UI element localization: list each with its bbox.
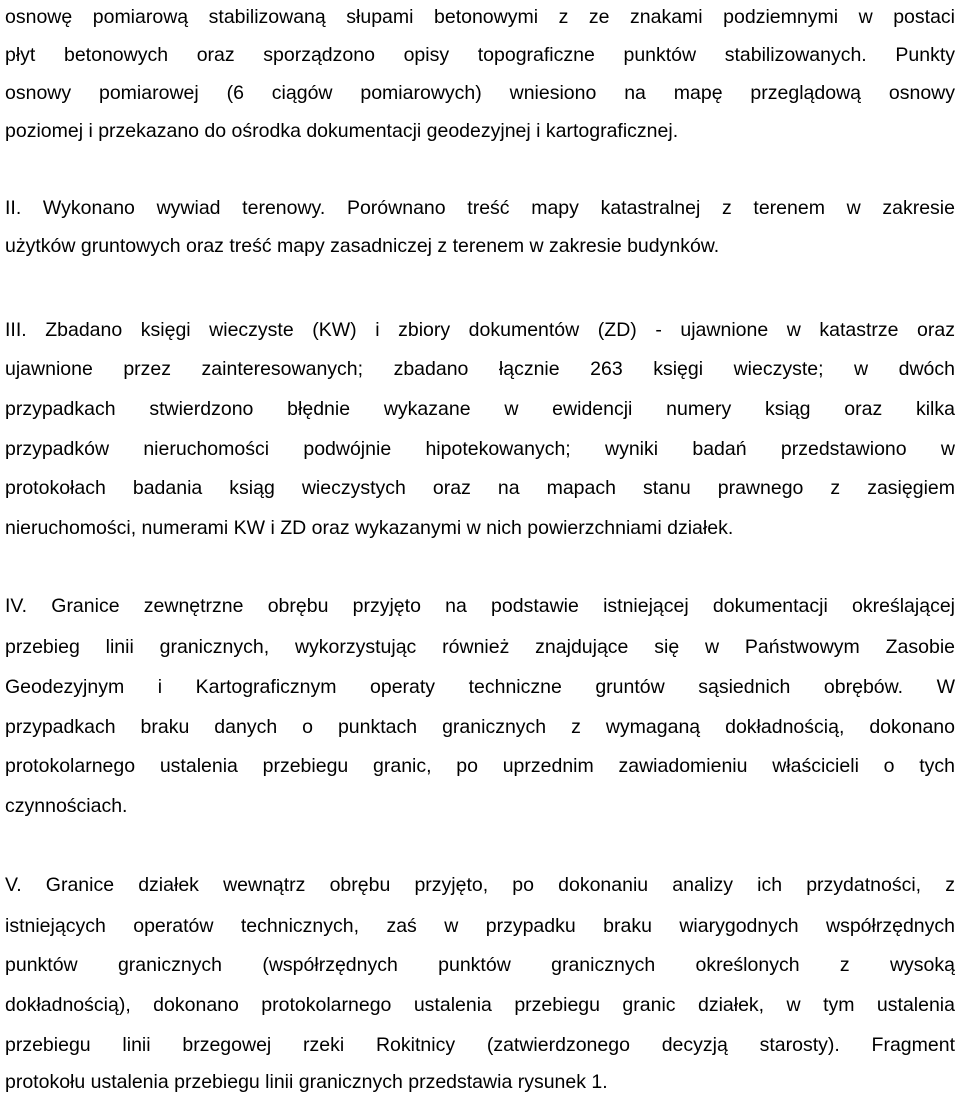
text-line: przypadków nieruchomości podwójnie hipotekowanych; wyniki badań przedstawiono w <box>5 438 955 460</box>
text-line: nieruchomości, numerami KW i ZD oraz wykazanymi w nich powierzchniami działek. <box>5 517 734 539</box>
text-line: czynnościach. <box>5 795 128 817</box>
text-line: III. Zbadano księgi wieczyste (KW) i zbiory dokumentów (ZD) - ujawnione w katastrze oraz <box>5 319 955 341</box>
text-line: przypadkach braku danych o punktach granicznych z wymaganą dokładnością, dokonano <box>5 716 955 738</box>
text-line: punktów granicznych (współrzędnych punktów granicznych określonych z wysoką <box>5 954 955 976</box>
text-line: osnowy pomiarowej (6 ciągów pomiarowych) wniesiono na mapę przeglądową osnowy <box>5 82 955 104</box>
text-line: przebiegu linii brzegowej rzeki Rokitnicy (zatwierdzonego decyzją starosty). Fragment <box>5 1034 955 1056</box>
text-line: poziomej i przekazano do ośrodka dokumentacji geodezyjnej i kartograficznej. <box>5 120 679 142</box>
text-line: ujawnione przez zainteresowanych; zbadano łącznie 263 księgi wieczyste; w dwóch <box>5 358 955 380</box>
text-line: istniejących operatów technicznych, zaś w przypadku braku wiarygodnych współrzędnych <box>5 915 955 937</box>
text-line: protokołu ustalenia przebiegu linii granicznych przedstawia rysunek 1. <box>5 1071 608 1093</box>
text-line: protokołach badania ksiąg wieczystych oraz na mapach stanu prawnego z zasięgiem <box>5 477 955 499</box>
text-line: II. Wykonano wywiad terenowy. Porównano treść mapy katastralnej z terenem w zakresie <box>5 197 955 219</box>
text-line: dokładnością), dokonano protokolarnego ustalenia przebiegu granic działek, w tym ustalenia <box>5 994 955 1016</box>
text-line: płyt betonowych oraz sporządzono opisy topograficzne punktów stabilizowanych. Punkty <box>5 44 955 66</box>
text-line: przypadkach stwierdzono błędnie wykazane w ewidencji numery ksiąg oraz kilka <box>5 398 955 420</box>
text-line: IV. Granice zewnętrzne obrębu przyjęto na podstawie istniejącej dokumentacji określającej <box>5 595 955 617</box>
text-line: Geodezyjnym i Kartograficznym operaty techniczne gruntów sąsiednich obrębów. W <box>5 676 955 698</box>
text-line: użytków gruntowych oraz treść mapy zasadniczej z terenem w zakresie budynków. <box>5 235 720 257</box>
text-line: osnowę pomiarową stabilizowaną słupami betonowymi z ze znakami podziemnymi w postaci <box>5 6 955 28</box>
text-line: przebieg linii granicznych, wykorzystując również znajdujące się w Państwowym Zasobie <box>5 636 955 658</box>
text-line: protokolarnego ustalenia przebiegu granic, po uprzednim zawiadomieniu właścicieli o tych <box>5 755 955 777</box>
text-line: V. Granice działek wewnątrz obrębu przyjęto, po dokonaniu analizy ich przydatności, z <box>5 874 955 896</box>
